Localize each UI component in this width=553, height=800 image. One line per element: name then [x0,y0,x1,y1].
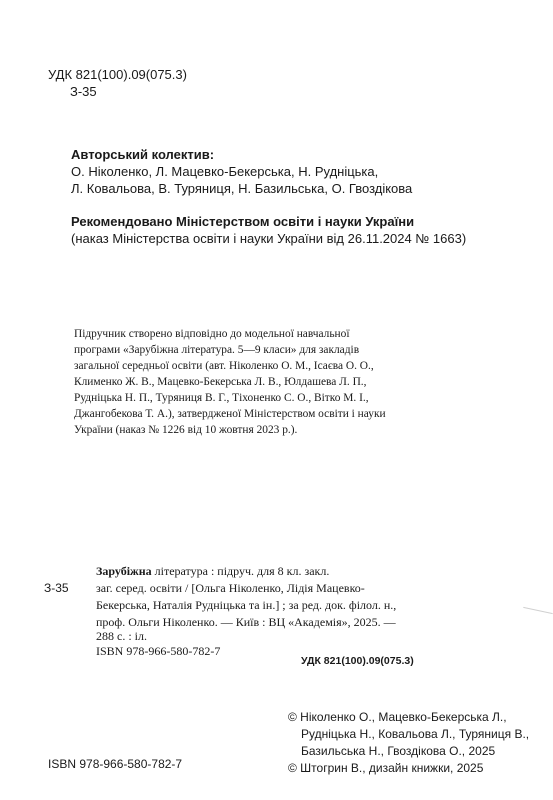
copyright-line: Рудніцька Н., Ковальова Л., Туряниця В., [301,727,530,741]
program-note-line: програми «Зарубіжна література. 5—9 класи» для закладів [74,344,360,356]
program-note-line: Підручник створено відповідно до модельної навчальної [74,328,350,340]
program-note-line: Рудніцька Н. П., Туряниця В. Г., Тіхоненко С. О., Вітко М. І., [74,392,369,404]
classification-code-top: З-35 [70,84,97,99]
catalog-card-line-2: заг. серед. освіти / [Ольга Ніколенко, Лідія Мацевко- [96,581,365,595]
catalog-card-line-3: Бекерська, Наталія Рудніцька та ін.] ; за ред. док. філол. н., [96,598,397,612]
program-note-line: загальної середньої освіти (авт. Ніколенко О. М., Ісаєва О. О., [74,360,374,372]
program-note-line: України (наказ № 1226 від 10 жовтня 2023 р.). [74,424,298,436]
page-edge-mark [523,607,553,614]
catalog-card-line-1 [96,563,329,580]
copyright-line: Базильська Н., Гвоздікова О., 2025 [301,744,496,758]
copyright-line: © Ніколенко О., Мацевко-Бекерська Л., [288,710,507,724]
catalog-card-title-word: Зарубіжна [96,564,152,578]
catalog-card-line-text: література : підруч. для 8 кл. закл. [151,564,330,578]
ministry-order: (наказ Міністерства освіти і науки України від 26.11.2024 № 1663) [71,231,467,246]
copyright-line: © Штогрин В., дизайн книжки, 2025 [288,761,484,775]
catalog-card-line-5: 288 с. : іл. [96,629,147,643]
authors-line-1: О. Ніколенко, Л. Мацевко-Бекерська, Н. Рудніцька, [71,164,379,179]
isbn-bottom: ISBN 978-966-580-782-7 [48,757,183,771]
udc-code-top: УДК 821(100).09(075.3) [48,67,187,82]
catalog-card-udc: УДК 821(100).09(075.3) [301,655,414,667]
catalog-card-line-4: проф. Ольги Ніколенко. — Київ : ВЦ «Академія», 2025. — [96,615,396,629]
catalog-card-code: З-35 [44,581,69,595]
authors-heading: Авторський колектив: [71,147,215,162]
authors-line-2: Л. Ковальова, В. Туряниця, Н. Базильська, О. Гвоздікова [71,181,413,196]
program-note-line: Джангобекова Т. А.), затвердженої Міністерством освіти і науки [74,408,386,420]
program-note-line: Клименко Ж. В., Мацевко-Бекерська Л. В., Юлдашева Л. П., [74,376,367,388]
recommendation-heading: Рекомендовано Міністерством освіти і науки України [71,214,415,229]
catalog-card-isbn: ISBN 978-966-580-782-7 [96,644,221,658]
